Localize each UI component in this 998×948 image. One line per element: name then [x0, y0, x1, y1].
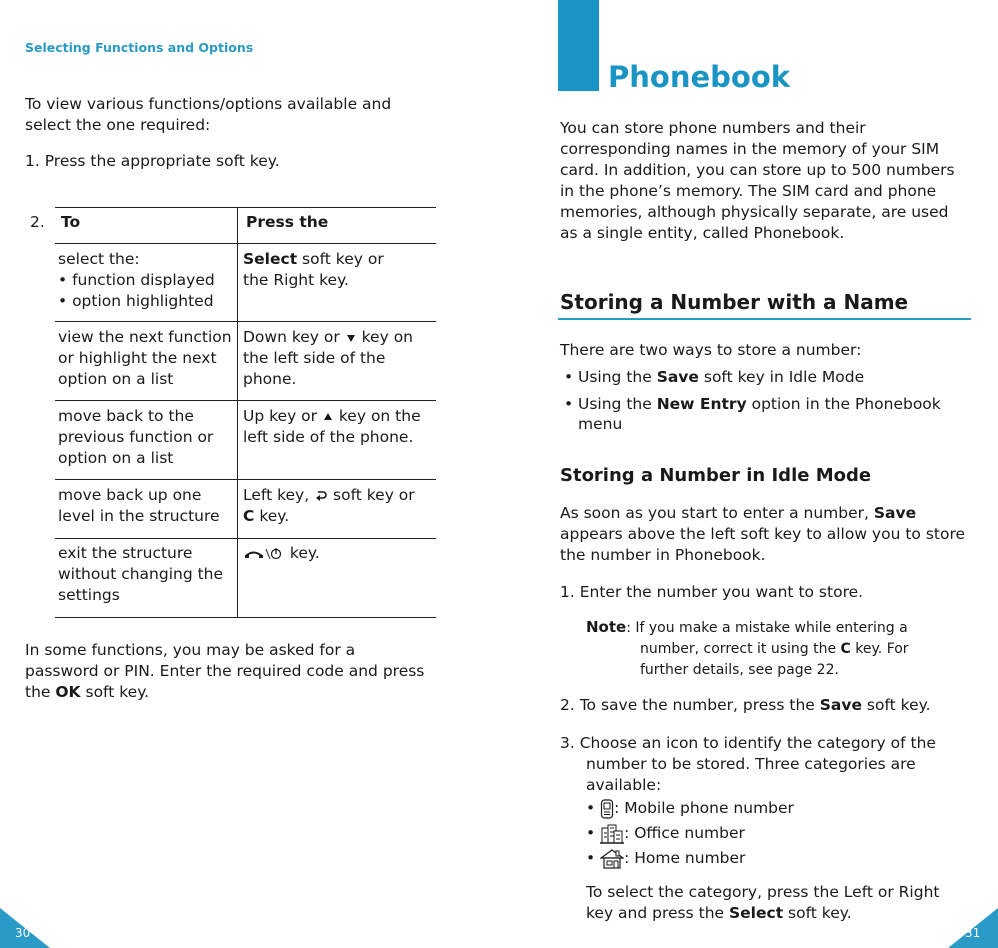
- outro-paragraph: [25, 640, 424, 703]
- text: soft key.: [783, 904, 852, 922]
- table-bottom-rule: [55, 617, 436, 618]
- table-row-rule: [55, 400, 436, 401]
- cell-line: left side of the phone.: [243, 428, 414, 446]
- intro-line: memories, although physically separate, are used: [560, 203, 949, 221]
- text: the: [25, 683, 56, 701]
- cell-line: move back up one: [58, 486, 202, 504]
- outro-line: In some functions, you may be asked for a: [25, 641, 356, 659]
- select-instructions: [586, 882, 939, 924]
- note-label: Note: [586, 618, 627, 636]
- step-1: 1. Press the appropriate soft key.: [25, 152, 280, 170]
- cell-text: Up key or: [243, 407, 322, 425]
- ok-key-label: OK: [55, 683, 81, 701]
- text: 2. To save the number, press the: [560, 696, 820, 714]
- mobile-phone-icon: [600, 799, 614, 819]
- cell-text: key on the: [333, 407, 421, 425]
- intro-paragraph: [560, 118, 980, 244]
- page-number-left: 30: [15, 926, 31, 940]
- save-key-label: Save: [873, 504, 917, 522]
- cell-line: [243, 327, 437, 348]
- c-key-label: C: [840, 641, 851, 657]
- text: : If you make a mistake while entering a: [626, 620, 908, 636]
- table-cell-press: [243, 406, 437, 448]
- cell-line: level in the structure: [58, 507, 220, 525]
- page-title: Phonebook: [608, 60, 791, 94]
- cell-line: previous function or: [58, 428, 214, 446]
- step-line: number to be stored. Three categories are: [586, 755, 916, 773]
- cell-line: the left side of the: [243, 349, 386, 367]
- c-key-label: C: [243, 507, 255, 525]
- table-cell-press: [243, 327, 437, 390]
- cell-line: [243, 406, 437, 427]
- text: Using the: [578, 368, 657, 386]
- cell-text: key.: [285, 544, 320, 562]
- category-item: [586, 823, 745, 844]
- cell-line: settings: [58, 586, 120, 604]
- bullet: •: [586, 824, 601, 842]
- note-line: [586, 617, 909, 639]
- table-row-rule: [55, 321, 436, 322]
- table-column-divider: [237, 207, 238, 618]
- select-key-label: Select: [729, 904, 784, 922]
- cell-line: • function displayed: [58, 271, 215, 289]
- intro-line: select the one required:: [25, 116, 211, 134]
- intro-line: corresponding names in the memory of your SIM: [560, 140, 940, 158]
- text: key. For: [850, 641, 909, 657]
- instruction-line: [586, 903, 939, 924]
- step-2: [560, 695, 931, 716]
- table-row: [58, 485, 236, 527]
- back-arrow-icon: [314, 489, 328, 503]
- step-line: 3. Choose an icon to identify the category of the: [560, 734, 936, 752]
- outro-line: [25, 682, 424, 703]
- heading-rule: [558, 318, 971, 320]
- step-3: [560, 733, 936, 796]
- table-row: [58, 327, 236, 390]
- chapter-marker: [558, 0, 599, 91]
- cell-line: or highlight the next: [58, 349, 217, 367]
- intro-line: in the phone’s memory. The SIM card and phone: [560, 182, 937, 200]
- table-header-to: To: [61, 213, 81, 231]
- cell-line: option on a list: [58, 370, 174, 388]
- cell-line: the Right key.: [243, 271, 349, 289]
- table-row: [58, 543, 236, 606]
- table-header-press: Press the: [246, 213, 329, 231]
- bullet: •: [586, 799, 601, 817]
- text: soft key.: [861, 696, 931, 714]
- cell-line: option on a list: [58, 449, 174, 467]
- new-entry-label: New Entry: [656, 395, 747, 413]
- page-number-right: 31: [965, 926, 981, 940]
- ways-intro: There are two ways to store a number:: [560, 341, 862, 359]
- category-label: : Mobile phone number: [614, 799, 794, 817]
- section-heading: Storing a Number with a Name: [560, 290, 909, 314]
- cell-text: Down key or: [243, 328, 345, 346]
- save-key-label: Save: [656, 368, 699, 386]
- outro-line: password or PIN. Enter the required code and press: [25, 662, 425, 680]
- idle-paragraph: [560, 503, 965, 566]
- down-arrow-icon: [345, 333, 357, 343]
- intro-line: as a single entity, called Phonebook.: [560, 224, 845, 242]
- category-item: [586, 798, 794, 819]
- intro-line: To view various functions/options available and: [25, 95, 392, 113]
- cell-line: select the:: [58, 250, 140, 268]
- cell-line: view the next function: [58, 328, 232, 346]
- text: Using the: [578, 395, 657, 413]
- end-power-key-icon: [243, 547, 285, 561]
- bullet: •: [564, 395, 574, 413]
- step-line: available:: [586, 776, 662, 794]
- cell-line: [243, 506, 437, 527]
- cell-line: [243, 485, 437, 506]
- cell-line: [243, 543, 437, 564]
- cell-line: [243, 249, 437, 270]
- list-item-continuation: menu: [578, 415, 623, 433]
- step-2-number: 2.: [30, 213, 45, 231]
- cell-text: soft key or: [297, 250, 384, 268]
- table-row-rule: [55, 479, 436, 480]
- cell-line: phone.: [243, 370, 297, 388]
- list-item-text: [578, 367, 864, 388]
- text: soft key.: [80, 683, 150, 701]
- category-label: : Home number: [624, 849, 746, 867]
- text: key and press the: [586, 904, 729, 922]
- intro-line: You can store phone numbers and their: [560, 119, 866, 137]
- table-header-rule: [55, 243, 436, 244]
- cell-line: without changing the: [58, 565, 224, 583]
- intro-line: card. In addition, you can store up to 500 numbers: [560, 161, 955, 179]
- office-building-icon: [600, 824, 624, 844]
- list-item: [564, 367, 865, 388]
- cell-line: • option highlighted: [58, 292, 214, 310]
- table-row: [58, 249, 236, 312]
- idle-line: the number in Phonebook.: [560, 546, 766, 564]
- section-title: Selecting Functions and Options: [25, 40, 254, 55]
- instruction-line: To select the category, press the Left or Right: [586, 883, 940, 901]
- bullet: •: [586, 849, 601, 867]
- note: [586, 617, 909, 681]
- table-top-rule: [55, 207, 436, 208]
- text: option in the Phonebook: [746, 395, 941, 413]
- cell-text: soft key or: [328, 486, 415, 504]
- up-arrow-icon: [322, 412, 334, 422]
- select-key-label: Select: [243, 250, 298, 268]
- table-cell-press: [243, 543, 437, 564]
- intro-paragraph: [25, 94, 391, 136]
- cell-line: move back to the: [58, 407, 194, 425]
- cell-text: key on: [356, 328, 413, 346]
- table-row: [58, 406, 236, 469]
- cell-text: key.: [254, 507, 290, 525]
- note-line: further details, see page 22.: [640, 662, 839, 678]
- category-item: [586, 848, 745, 869]
- cell-text: Left key,: [243, 486, 315, 504]
- note-line: [586, 639, 909, 660]
- text: As soon as you start to enter a number,: [560, 504, 874, 522]
- text: number, correct it using the: [640, 641, 841, 657]
- table-cell-press: [243, 249, 437, 291]
- idle-line: appears above the left soft key to allow you to store: [560, 525, 966, 543]
- cell-line: exit the structure: [58, 544, 193, 562]
- subsection-heading: Storing a Number in Idle Mode: [560, 465, 872, 486]
- step-1: 1. Enter the number you want to store.: [560, 583, 864, 601]
- home-icon: [600, 849, 624, 869]
- table-cell-press: [243, 485, 437, 527]
- category-label: : Office number: [624, 824, 745, 842]
- bullet: •: [564, 368, 574, 386]
- text: soft key in Idle Mode: [698, 368, 865, 386]
- table-row-rule: [55, 538, 436, 539]
- list-item-text: [578, 394, 941, 415]
- idle-line: [560, 503, 965, 524]
- list-item: [564, 394, 941, 415]
- save-key-label: Save: [819, 696, 862, 714]
